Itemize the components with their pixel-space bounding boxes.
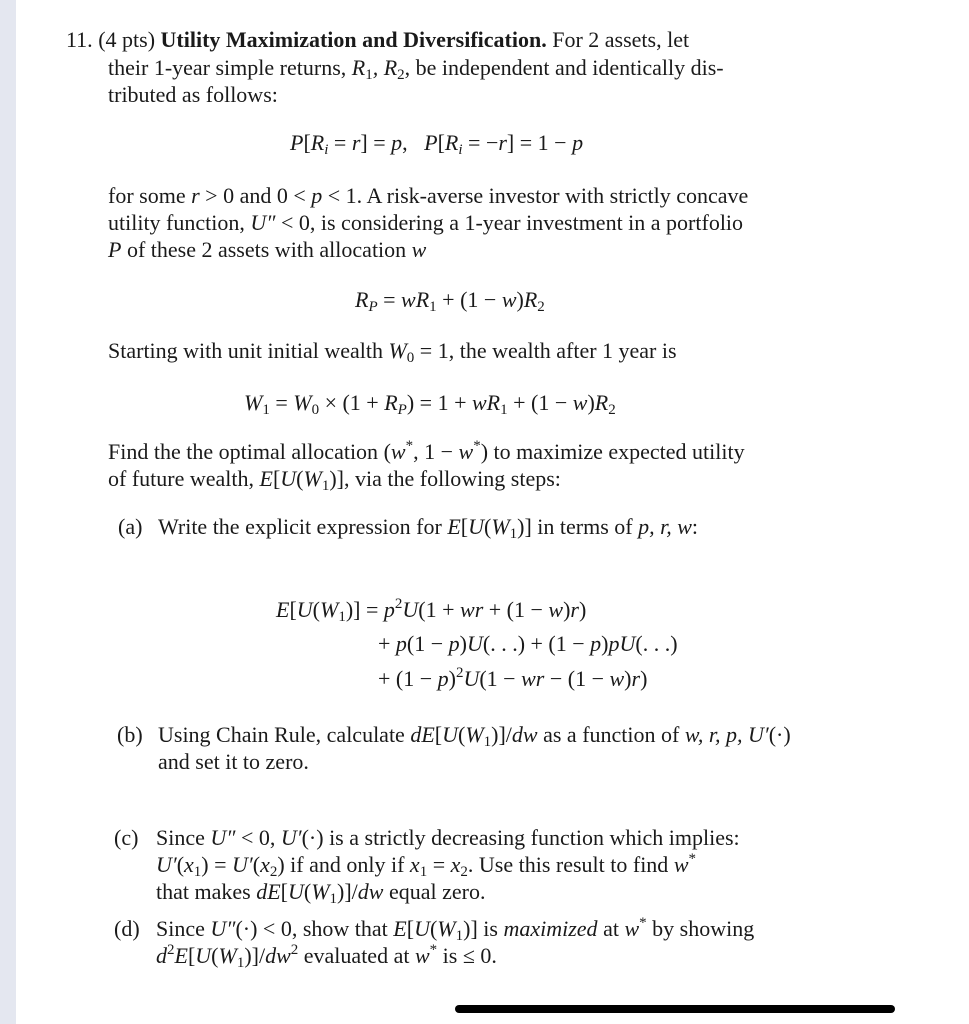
- part-c-label: (c): [114, 825, 139, 850]
- equation-expected-utility-line-2: + p(1 − p)U(. . .) + (1 − p)pU(. . .): [378, 631, 678, 656]
- part-c-text-line-2: $U'(x_1) = U'(x_2)$ if and only if $x_1 = x_2$. Use this result to find w*: [156, 851, 696, 880]
- paragraph-line-3: P of these 2 assets with allocation w: [108, 237, 427, 262]
- equation-wealth: $W_1 = W_0 \times (1 + R_P) = 1 + wR_1 + (1 - w)R_2$: [244, 390, 616, 418]
- part-c-text-line-1: Since U″ < 0, U′(·) is a strictly decreasing function which implies:: [156, 825, 740, 850]
- problem-intro: For 2 assets, let: [552, 27, 690, 52]
- problem-header-line: 11. (4 pts) Utility Maximization and Diversification. For 2 assets, let: [66, 27, 690, 52]
- equation-expected-utility-line-3: + $(1 - p)^2U(1$ − wr − (1 − w)r): [378, 665, 648, 691]
- intro-line-2: their 1-year simple returns, $R_1$, $R_2$, be independent and identically dis-: [108, 55, 724, 83]
- paragraph-line-2: utility function, U″ < 0, is considering a 1-year investment in a portfolio: [108, 210, 744, 235]
- paragraph-find-line-1: Find the the optimal allocation (w*, 1 − w*) to maximize expected utility: [108, 438, 745, 464]
- part-b-label: (b): [117, 722, 143, 747]
- equation-expected-utility-line-1: $E[U(W_1)] = p^2U(1$ + wr + (1 − w)r): [276, 596, 587, 625]
- equation-portfolio-return: $R_P = wR_1 + (1 - w)R_2$: [355, 287, 545, 315]
- part-b-text-line-2: and set it to zero.: [158, 749, 309, 774]
- part-a-text: Write the explicit expression for $E[U(W_1)]$ in terms of p, r, w:: [158, 514, 699, 542]
- paragraph-starting: Starting with unit initial wealth $W_0 = 1$, the wealth after 1 year is: [108, 338, 677, 366]
- intro-line-3: tributed as follows:: [108, 82, 278, 107]
- part-a-label: (a): [118, 514, 143, 539]
- part-d-text-line-2: $d^2E[U(W_1)]/dw^2$ evaluated at w* is ≤ 0.: [156, 942, 497, 971]
- part-d-label: (d): [114, 916, 140, 941]
- paragraph-line-1: for some r > 0 and 0 < p < 1. A risk-averse investor with strictly concave: [108, 183, 749, 208]
- equation-distribution: $P[R_i = r] = p$, $P[R_i = -r] = 1 - p$: [290, 130, 584, 158]
- problem-number: 11.: [66, 27, 93, 52]
- part-d-text-line-1: Since U″(·) < 0, show that $E[U(W_1)]$ is maximized at w* by showing: [156, 915, 755, 944]
- problem-title: Utility Maximization and Diversification: [160, 27, 542, 52]
- home-indicator-bar[interactable]: [455, 1005, 895, 1013]
- part-b-text-line-1: Using Chain Rule, calculate $dE[U(W_1)]/dw$ as a function of w, r, p, U′(·): [158, 722, 791, 750]
- paragraph-find-line-2: of future wealth, $E[U(W_1)]$, via the following steps:: [108, 466, 561, 494]
- part-c-text-line-3: that makes $dE[U(W_1)]/dw$ equal zero.: [156, 879, 486, 907]
- problem-points: (4 pts): [98, 27, 156, 52]
